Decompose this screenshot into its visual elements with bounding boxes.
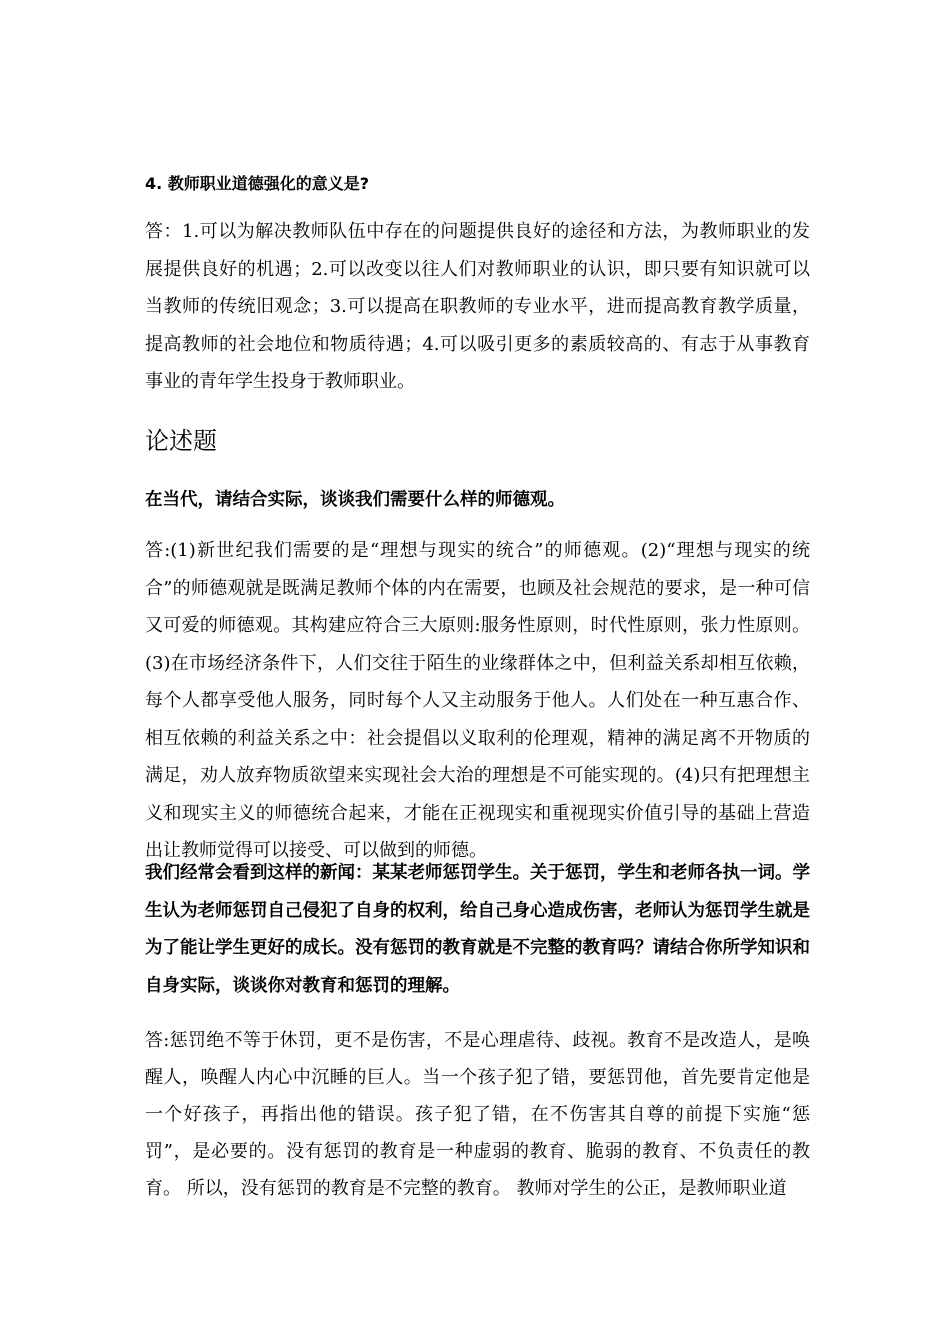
question-5-title: 在当代，请结合实际，谈谈我们需要什么样的师德观。 (145, 490, 565, 510)
question-6-answer: 答:惩罚绝不等于休罚，更不是伤害，不是心理虐待、歧视。教育不是改造人，是唤醒人，唤醒人内心中沉睡的巨人。当一个孩子犯了错，要惩罚他，首先要肯定他是一个好孩子，再指出他的错误。孩子犯了错，在不伤害其自尊的前提下实施“惩罚”，是必要的。没有惩罚的教育是一种虚弱的教育、脆弱的教育、不负责任的教育。 所以，没有惩罚的教育是不完整的教育。 教师对学生的公正，是教师职业道 (145, 1030, 810, 1199)
question-4-title: 4. 教师职业道德强化的意义是? (145, 174, 370, 193)
section-heading-essay: 论述题 (145, 427, 217, 455)
question-5-answer: 答:(1)新世纪我们需要的是“理想与现实的统合”的师德观。(2)“理想与现实的统合”的师德观就是既满足教师个体的内在需要，也顾及社会规范的要求，是一种可信又可爱的师德观。其构建应符合三大原则:服务性原则，时代性原则，张力性原则。(3)在市场经济条件下，人们交往于陌生的业缘群体之中，但利益关系却相互依赖，每个人都享受他人服务，同时每个人又主动服务于他人。人们处在一种互惠合作、相互依赖的利益关系之中：社会提倡以义取利的伦理观，精神的满足离不开物质的满足，劝人放弃物质欲望来实现社会大治的理想是不可能实现的。(4)只有把理想主义和现实主义的师德统合起来，才能在正视现实和重视现实价值引导的基础上营造出让教师觉得可以接受、可以做到的师德。 (145, 540, 810, 861)
question-4-answer: 答：1.可以为解决教师队伍中存在的问题提供良好的途径和方法，为教师职业的发展提供良好的机遇；2.可以改变以往人们对教师职业的认识，即只要有知识就可以当教师的传统旧观念；3.可以提高在职教师的专业水平，进而提高教育教学质量，提高教师的社会地位和物质待遇；4.可以吸引更多的素质较高的、有志于从事教育事业的青年学生投身于教师职业。 (145, 221, 810, 392)
document-page (145, 0, 810, 1344)
question-6-title: 我们经常会看到这样的新闻：某某老师惩罚学生。关于惩罚，学生和老师各执一词。学生认为老师惩罚自己侵犯了自身的权利，给自己身心造成伤害，老师认为惩罚学生就是为了能让学生更好的成长。没有惩罚的教育就是不完整的教育吗？请结合你所学知识和自身实际，谈谈你对教育和惩罚的理解。 (145, 863, 810, 996)
